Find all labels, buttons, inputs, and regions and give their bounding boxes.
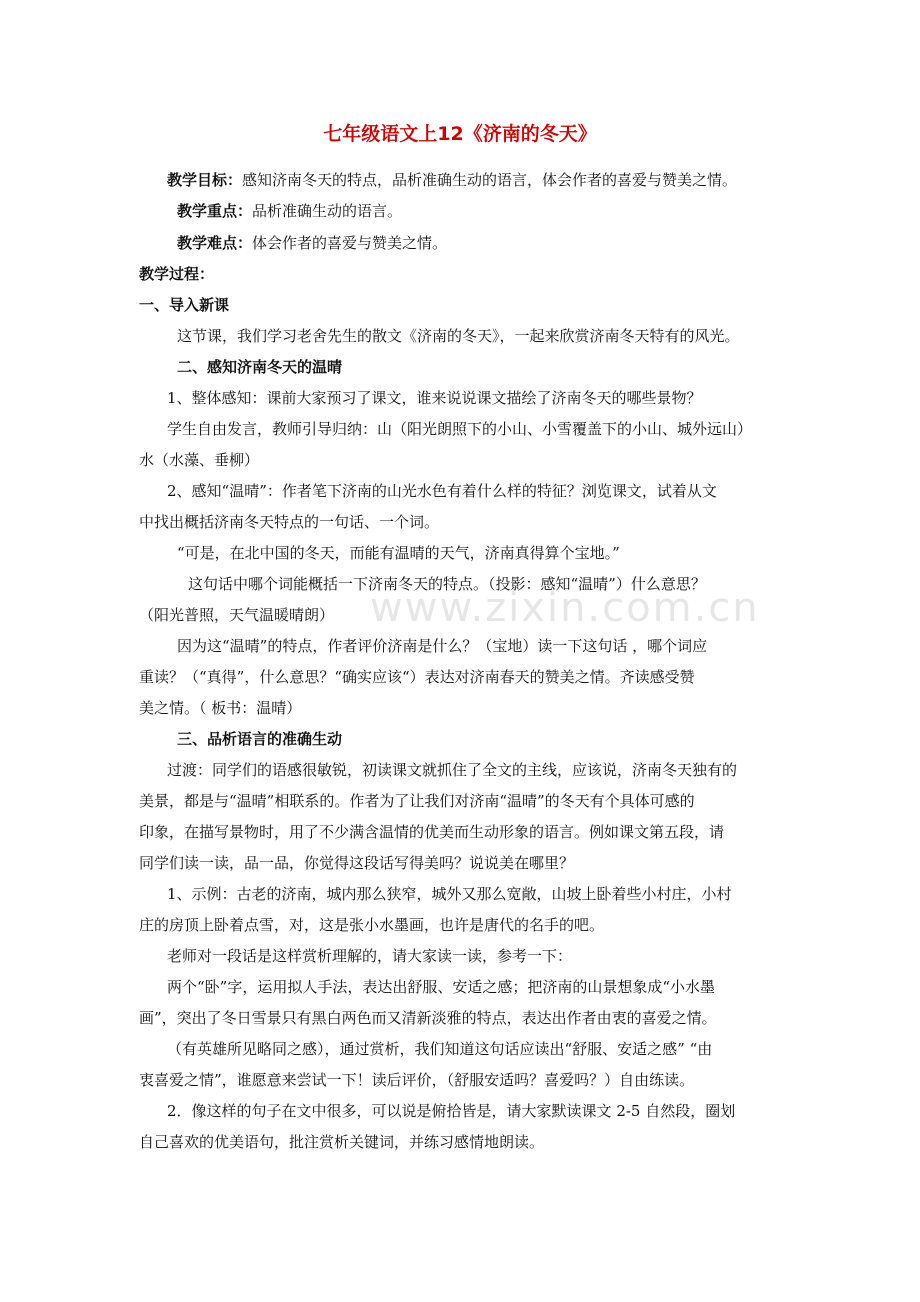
section2-line: （阳光普照，天气温暖晴朗）: [139, 606, 335, 624]
watermark: www.zixin.com.cn: [370, 585, 760, 631]
process-heading: 教学过程：: [139, 265, 215, 283]
teaching-goal-label: 教学目标：: [167, 171, 243, 189]
section3-line: 衷喜爱之情”，谁愿意来尝试一下！读后评价，（舒服安适吗？喜爱吗？）自由练读。: [139, 1071, 695, 1089]
section2-heading: 二、感知济南冬天的温晴: [177, 358, 343, 376]
section3-line: 2．像这样的句子在文中很多，可以说是俯拾皆是，请大家默读课文 2-5 自然段，圈划: [167, 1102, 736, 1120]
key-point-label: 教学重点：: [177, 202, 253, 220]
section2-quote: “可是，在北中国的冬天，而能有温晴的天气，济南真得算个宝地。”: [177, 544, 620, 562]
section3-line: （有英雄所见略同之感），通过赏析，我们知道这句话应读出“舒服、安适之感” “由: [167, 1040, 713, 1058]
teaching-key-point: [177, 200, 402, 222]
section3-line: 印象，在描写景物时，用了不少满含温情的优美而生动形象的语言。例如课文第五段，请: [139, 823, 725, 841]
section2-line: 中找出概括济南冬天特点的一句话、一个词。: [139, 513, 440, 531]
section3-line: 同学们读一读，品一品，你觉得这段话写得美吗？说说美在哪里？: [139, 854, 575, 872]
section2-line: 重读？（“真得”，什么意思？“确实应该“）表达对济南春天的赞美之情。齐读感受赞: [139, 668, 695, 686]
section3-line: 1、示例：古老的济南，城内那么狭窄，城外又那么宽敞，山坡上卧着些小村庄，小村: [167, 885, 732, 903]
section3-heading: 三、品析语言的准确生动: [177, 730, 343, 748]
section3-line: 两个“卧”字，运用拟人手法，表达出舒服、安适之感；把济南的山景想象成“小水墨: [167, 978, 716, 996]
section2-line: 这句话中哪个词能概括一下济南冬天的特点。（投影：感知“温晴”）什么意思？: [188, 575, 706, 593]
section3-line: 过渡：同学们的语感很敏锐，初读课文就抓住了全文的主线，应该说，济南冬天独有的: [167, 761, 738, 779]
section3-line: 画”，突出了冬日雪景只有黑白两色而又清新淡雅的特点，表达出作者由衷的喜爱之情。: [139, 1009, 717, 1027]
teaching-goal: [167, 169, 737, 191]
section3-line: 庄的房顶上卧着点雪，对，这是张小水墨画，也许是唐代的名手的吧。: [139, 916, 605, 934]
teaching-difficulty: [177, 232, 447, 254]
section2-line: 美之情。（ 板书：温晴）: [139, 699, 302, 717]
difficulty-label: 教学难点：: [177, 234, 253, 252]
section1-heading: 一、导入新课: [139, 296, 230, 314]
section2-line: 因为这“温晴”的特点，作者评价济南是什么？（宝地）读一下这句话 ，哪个词应: [177, 637, 708, 655]
section1-paragraph: 这节课，我们学习老舍先生的散文《济南的冬天》，一起来欣赏济南冬天特有的风光。: [177, 327, 740, 345]
section3-line: 自己喜欢的优美语句，批注赏析关键词，并练习感情地朗读。: [139, 1133, 545, 1151]
section3-line: 老师对一段话是这样赏析理解的，请大家读一读，参考一下：: [167, 947, 573, 965]
section2-line: 水（水藻、垂柳）: [139, 451, 260, 469]
section2-line: 1、整体感知：课前大家预习了课文，谁来说说课文描绘了济南冬天的哪些景物？: [167, 389, 702, 407]
teaching-goal-text: 感知济南冬天的特点，品析准确生动的语言，体会作者的喜爱与赞美之情。: [242, 171, 738, 189]
document-title: 七年级语文上12《济南的冬天》: [323, 123, 597, 145]
key-point-text: 品析准确生动的语言。: [252, 202, 403, 220]
difficulty-text: 体会作者的喜爱与赞美之情。: [252, 234, 448, 252]
section2-line: 2、感知“温晴”：作者笔下济南的山光水色有着什么样的特征？浏览课文，试着从文: [167, 482, 717, 500]
section2-line: 学生自由发言，教师引导归纳：山（阳光朗照下的小山、小雪覆盖下的小山、城外远山）: [167, 420, 753, 438]
section3-line: 美景，都是与“温晴”相联系的。作者为了让我们对济南“温晴”的冬天有个具体可感的: [139, 792, 695, 810]
